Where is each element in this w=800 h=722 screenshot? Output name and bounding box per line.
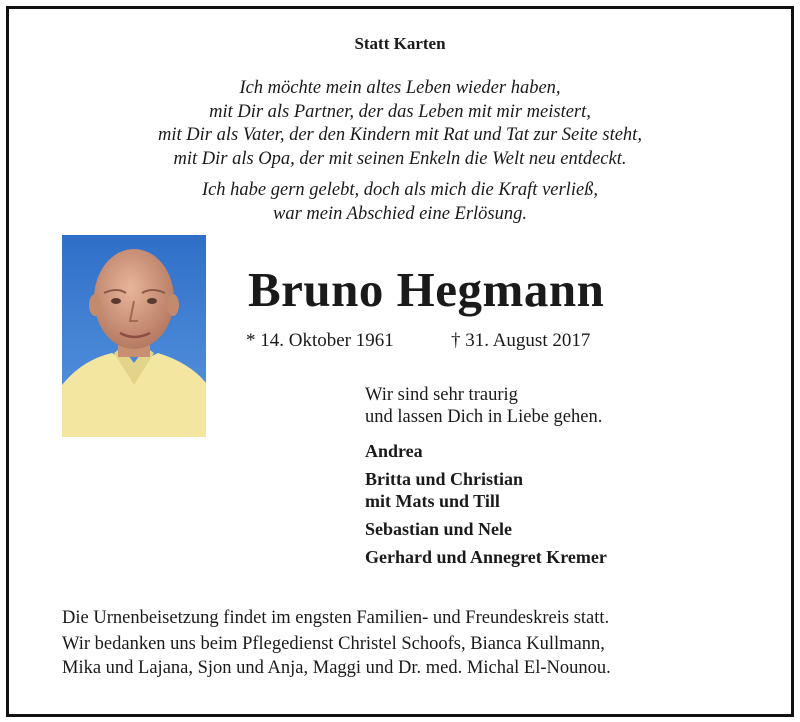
- poem-line: Ich möchte mein altes Leben wieder haben,: [239, 78, 561, 98]
- notice-heading: Statt Karten: [354, 34, 446, 53]
- thanks-line: Wir bedanken uns beim Pflegedienst Christel Schoofs, Bianca Kullmann,: [62, 634, 605, 654]
- funeral-info: Die Urnenbeisetzung findet im engsten Familien- und Freundeskreis statt.: [62, 608, 610, 628]
- family-member: Gerhard und Annegret Kremer: [365, 547, 607, 567]
- message-line: Wir sind sehr traurig: [365, 385, 518, 405]
- portrait-photo: [62, 235, 206, 437]
- deceased-name: Bruno Hegmann: [248, 262, 605, 317]
- poem-stanza-2: [0, 179, 800, 226]
- poem-stanza-1: [0, 77, 800, 171]
- family-member-line: mit Mats und Till: [365, 491, 500, 511]
- poem-line: Ich habe gern gelebt, doch als mich die Kraft verließ,: [201, 180, 599, 200]
- message-line: und lassen Dich in Liebe gehen.: [365, 407, 603, 427]
- poem-line: mit Dir als Partner, der das Leben mit mir meistert,: [209, 101, 591, 122]
- family-member: [365, 468, 523, 512]
- thanks-line: Mika und Lajana, Sjon und Anja, Maggi und Dr. med. Michal El-Nounou.: [62, 658, 611, 678]
- birth-date: * 14. Oktober 1961: [246, 330, 394, 351]
- poem-line: war mein Abschied eine Erlösung.: [272, 203, 527, 224]
- condolence-message: [365, 384, 602, 428]
- poem-line: mit Dir als Vater, der den Kindern mit Rat und Tat zur Seite steht,: [158, 125, 642, 145]
- family-member: Andrea: [365, 441, 423, 461]
- death-date: † 31. August 2017: [451, 330, 591, 351]
- family-member-line: Britta und Christian: [365, 469, 524, 489]
- poem-line: mit Dir als Opa, der mit seinen Enkeln die Welt neu entdeckt.: [173, 148, 627, 169]
- family-member: Sebastian und Nele: [365, 519, 513, 539]
- thanks-text: [62, 632, 611, 680]
